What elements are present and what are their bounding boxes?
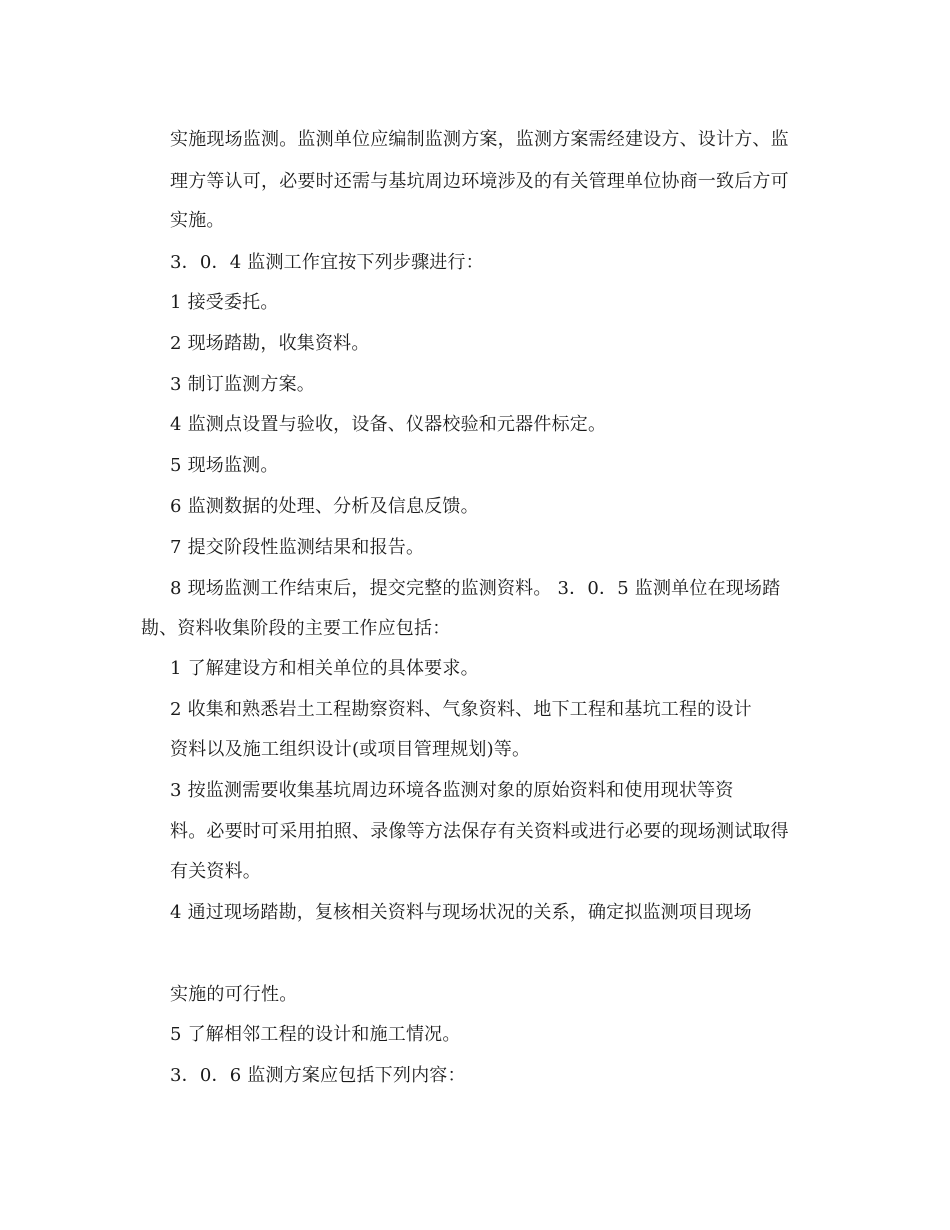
- text-line: 实施。: [170, 210, 225, 231]
- text-line: 5 现场监测。: [170, 455, 279, 476]
- text-line: 1 了解建设方和相关单位的具体要求。: [170, 658, 479, 679]
- text-line: 资料以及施工组织设计(或项目管理规划)等。: [170, 739, 531, 760]
- text-line: 实施的可行性。: [170, 984, 298, 1005]
- text-line: 理方等认可，必要时还需与基坑周边环境涉及的有关管理单位协商一致后方可: [170, 171, 789, 192]
- text-line: 2 收集和熟悉岩土工程勘察资料、气象资料、地下工程和基坑工程的设计: [170, 699, 752, 720]
- text-line: 料。必要时可采用拍照、录像等方法保存有关资料或进行必要的现场测试取得: [170, 821, 789, 842]
- text-line: 4 通过现场踏勘，复核相关资料与现场状况的关系，确定拟监测项目现场: [170, 902, 752, 923]
- text-line: 实施现场监测。监测单位应编制监测方案，监测方案需经建设方、设计方、监: [170, 129, 789, 150]
- text-line: 4 监测点设置与验收，设备、仪器校验和元器件标定。: [170, 414, 607, 435]
- text-line: 有关资料。: [170, 861, 261, 882]
- text-line: 6 监测数据的处理、分析及信息反馈。: [170, 496, 479, 517]
- text-line: 1 接受委托。: [170, 292, 279, 313]
- text-line: 5 了解相邻工程的设计和施工情况。: [170, 1024, 461, 1045]
- text-line: 2 现场踏勘，收集资料。: [170, 333, 370, 354]
- text-line: 3．0．6 监测方案应包括下列内容：: [170, 1065, 466, 1086]
- text-line: 3．0．4 监测工作宜按下列步骤进行：: [170, 252, 484, 273]
- text-line: 3 按监测需要收集基坑周边环境各监测对象的原始资料和使用现状等资: [170, 780, 734, 801]
- text-line: 8 现场监测工作结束后，提交完整的监测资料。 3．0．5 监测单位在现场踏: [170, 578, 781, 599]
- text-line: 勘、资料收集阶段的主要工作应包括：: [141, 618, 451, 639]
- text-line: 7 提交阶段性监测结果和报告。: [170, 537, 425, 558]
- text-line: 3 制订监测方案。: [170, 374, 315, 395]
